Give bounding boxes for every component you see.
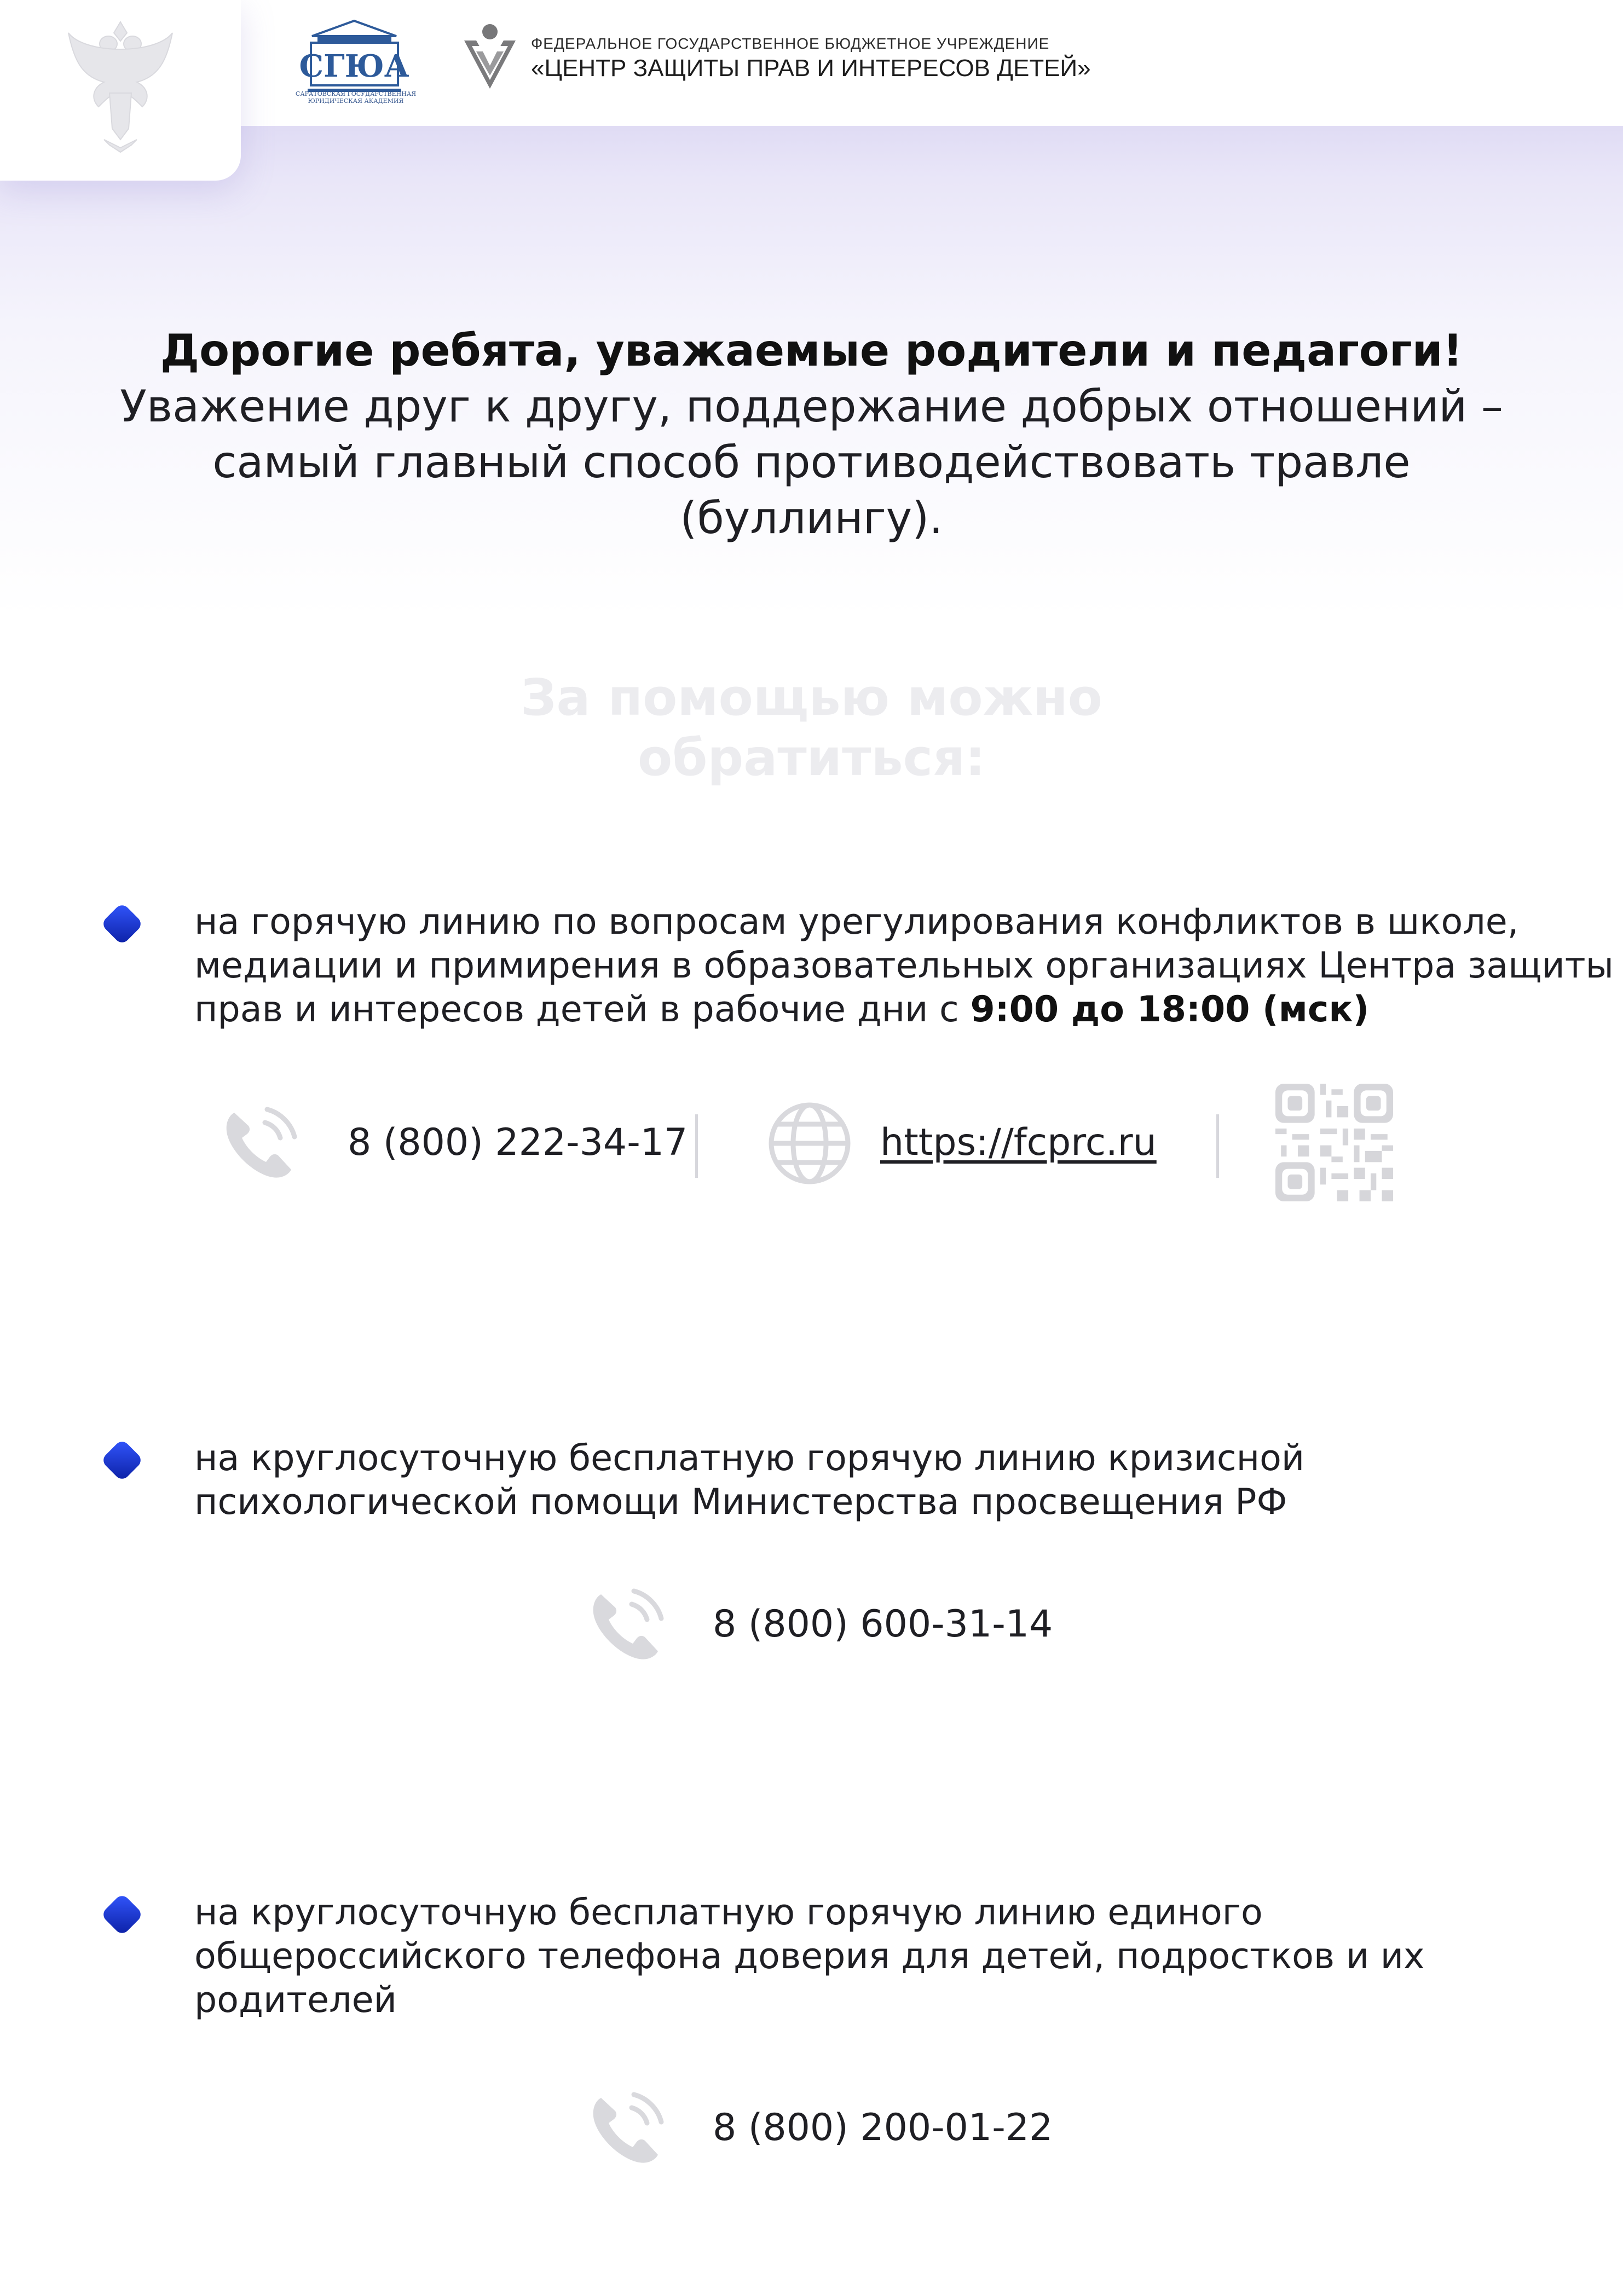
item-text-hours: 9:00 до 18:00 (мск) — [970, 989, 1370, 1030]
item-text-main: на горячую линию по вопросам урегулирования конфликтов в школе, медиации и примирения в образовательных организациях Центра защиты прав и интересов детей в рабочие дни с — [194, 901, 1614, 1030]
diamond-bullet-icon — [99, 1891, 146, 1938]
item-text: на круглосуточную бесплатную горячую линию кризисной психологической помощи Министерства просвещения РФ — [194, 1438, 1305, 1523]
intro — [99, 323, 1524, 546]
phone-icon — [219, 1103, 301, 1185]
emblem-card — [0, 0, 241, 181]
phone-icon — [586, 1584, 668, 1667]
item-text — [194, 900, 1618, 1032]
sgua-caption: САРАТОВСКАЯ ГОСУДАРСТВЕННАЯ ЮРИДИЧЕСКАЯ АКАДЕМИЯ — [295, 90, 417, 105]
website-link[interactable]: https://fcprc.ru — [880, 1121, 1157, 1164]
sgua-logo-text: СГЮА — [299, 48, 409, 84]
divider — [695, 1114, 698, 1178]
center-org — [531, 35, 1091, 82]
coat-of-arms-icon — [66, 11, 175, 153]
center-org-type: ФЕДЕРАЛЬНОЕ ГОСУДАРСТВЕННОЕ БЮДЖЕТНОЕ УЧРЕЖДЕНИЕ — [531, 35, 1050, 52]
qr-code[interactable] — [1275, 1084, 1393, 1201]
phone-number[interactable]: 8 (800) 600-31-14 — [713, 1603, 1053, 1646]
phone-icon — [586, 2088, 668, 2170]
phone-number[interactable]: 8 (800) 200-01-22 — [713, 2106, 1053, 2149]
diamond-bullet-icon — [99, 1437, 146, 1484]
intro-message: Уважение друг к другу, поддержание добрых отношений – самый главный способ противодействовать травле (буллингу). — [120, 381, 1503, 543]
diamond-bullet-icon — [99, 900, 146, 947]
help-heading: За помощью можно обратиться: — [521, 668, 1102, 787]
globe-icon — [766, 1100, 853, 1187]
center-logo-icon — [460, 21, 520, 92]
phone-number[interactable]: 8 (800) 222-34-17 — [348, 1121, 688, 1164]
center-org-name: «ЦЕНТР ЗАЩИТЫ ПРАВ И ИНТЕРЕСОВ ДЕТЕЙ» — [531, 55, 1091, 82]
divider — [1216, 1114, 1219, 1178]
intro-greeting: Дорогие ребята, уважаемые родители и педагоги! — [160, 325, 1463, 376]
item-text: на круглосуточную бесплатную горячую линию единого общероссийского телефона доверия для детей, подростков и их родителей — [194, 1892, 1425, 2021]
